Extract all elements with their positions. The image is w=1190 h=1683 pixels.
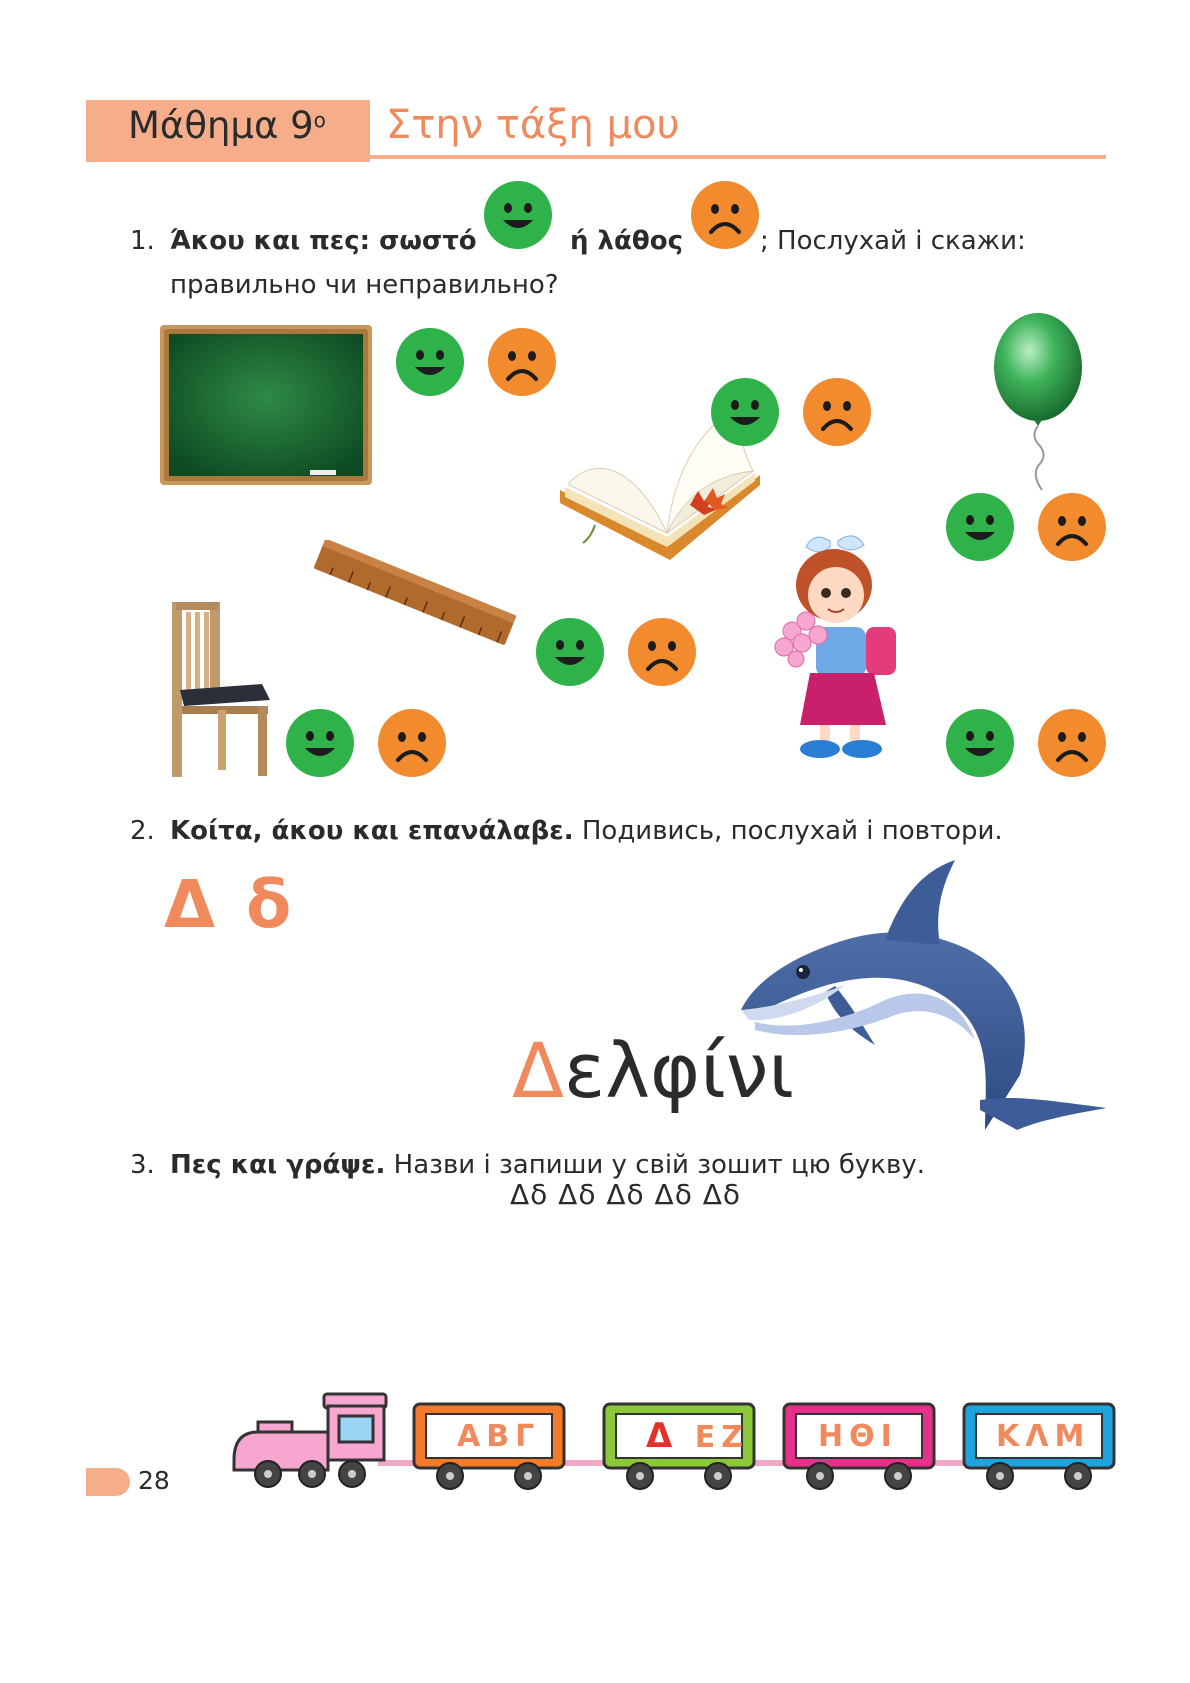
happy-face-icon bbox=[535, 617, 605, 687]
sad-face-icon bbox=[377, 708, 447, 778]
ex1-number: 1. bbox=[130, 226, 155, 256]
sad-face-icon bbox=[1037, 492, 1107, 562]
sad-face-icon bbox=[690, 180, 760, 250]
wagon-2-letters: Δ ΕΖ bbox=[646, 1416, 750, 1456]
happy-face-icon bbox=[945, 708, 1015, 778]
ex2-instruction: Κοίτα, άκου και επανάλαβε. Подивись, послухай і повтори. bbox=[170, 816, 1003, 846]
chair-image bbox=[162, 602, 277, 777]
ex1-line2: правильно чи неправильно? bbox=[170, 270, 559, 300]
happy-face-icon bbox=[285, 708, 355, 778]
ex1-suffix: ; Послухай і скажи: bbox=[760, 226, 1026, 256]
ex3-number: 3. bbox=[130, 1150, 155, 1180]
wagon-3-letters: ΗΘΙ bbox=[818, 1419, 898, 1454]
happy-face-icon bbox=[483, 180, 553, 250]
lesson-number: Μάθημα $9^o$ bbox=[128, 104, 326, 147]
blackboard-image bbox=[160, 325, 372, 485]
happy-face-icon bbox=[945, 492, 1015, 562]
happy-face-icon bbox=[710, 377, 780, 447]
word-delfini: Δελφίνι bbox=[512, 1026, 795, 1115]
ruler-image bbox=[310, 540, 520, 645]
page-number: 28 bbox=[138, 1466, 170, 1495]
wagon-1-letters: ΑΒΓ bbox=[457, 1419, 541, 1454]
lesson-title: Στην τάξη μου bbox=[386, 102, 680, 148]
ex2-number: 2. bbox=[130, 816, 155, 846]
ex1-prefix: Άκου και πες: σωστό bbox=[170, 226, 477, 256]
balloon-image bbox=[990, 312, 1090, 492]
ex3-instruction: Πες και γράψε. Назви і запиши у свій зошит цю букву. bbox=[170, 1150, 925, 1180]
happy-face-icon bbox=[395, 327, 465, 397]
girl-image bbox=[770, 535, 920, 765]
sad-face-icon bbox=[1037, 708, 1107, 778]
sad-face-icon bbox=[627, 617, 697, 687]
sad-face-icon bbox=[487, 327, 557, 397]
practice-letters: Δδ Δδ Δδ Δδ Δδ bbox=[510, 1178, 742, 1211]
header-underline bbox=[370, 155, 1106, 159]
ex1-middle: ή λάθος bbox=[570, 226, 684, 256]
page-tab bbox=[86, 1468, 130, 1496]
letter-delta: Δ δ bbox=[164, 866, 296, 943]
wagon-4-letters: ΚΛΜ bbox=[996, 1419, 1091, 1454]
sad-face-icon bbox=[802, 377, 872, 447]
